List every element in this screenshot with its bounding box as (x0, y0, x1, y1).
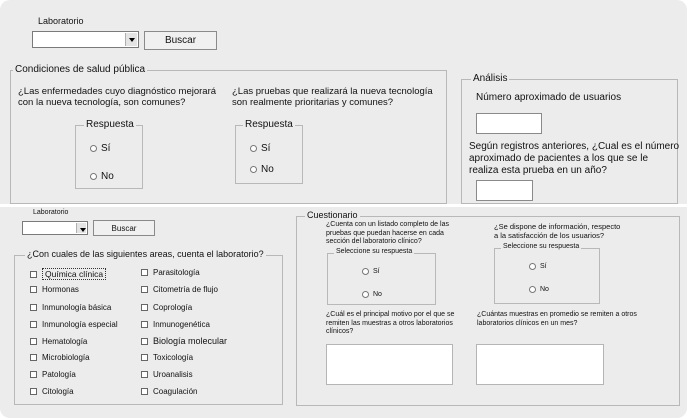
checkbox-icon[interactable] (141, 269, 148, 276)
monthly-samples-input[interactable] (476, 344, 604, 385)
checkbox-icon[interactable] (141, 354, 148, 361)
radio-yes-2[interactable]: Sí (250, 143, 270, 154)
question-monthly-samples: ¿Cuántas muestras en promedio se remiten a otros laboratorios clínicos en un mes? (477, 311, 637, 327)
checkbox-icon[interactable] (141, 321, 148, 328)
area-checkbox[interactable]: Microbiología (30, 353, 90, 362)
checkbox-icon[interactable] (30, 271, 37, 278)
radio-no-1[interactable]: No (90, 171, 114, 182)
radio-yes-1[interactable]: Sí (90, 143, 110, 154)
area-checkbox[interactable]: Biología molecular (141, 336, 227, 346)
area-checkbox[interactable]: Inmunología básica (30, 303, 111, 312)
area-checkbox[interactable]: Inmunología especial (30, 320, 118, 329)
area-checkbox[interactable]: Uroanalisis (141, 370, 193, 379)
checkbox-icon[interactable] (141, 338, 148, 345)
area-checkbox[interactable]: Patología (30, 370, 76, 379)
select-legend-2: Seleccione su respuesta (503, 243, 580, 250)
area-checkbox[interactable]: Coagulación (141, 387, 197, 396)
area-checkbox[interactable]: Química clínica (30, 268, 106, 280)
radio-no-4[interactable]: No (529, 286, 549, 293)
area-checkbox[interactable]: Citología (30, 387, 74, 396)
patients-input[interactable] (476, 180, 533, 201)
public-health-title: Condiciones de salud pública (15, 64, 146, 75)
radio-icon[interactable] (362, 268, 369, 275)
checkbox-icon[interactable] (141, 388, 148, 395)
search-button-2[interactable]: Buscar (93, 220, 155, 236)
patients-label: Según registros anteriores, ¿Cual es el número aproximado de pacientes a los que se le realiza esta prueba en un año? (469, 141, 680, 176)
section-divider (0, 204, 687, 207)
checkbox-icon[interactable] (141, 371, 148, 378)
radio-icon[interactable] (529, 263, 536, 270)
lab-label: Laboratorio (38, 16, 84, 26)
analysis-title: Análisis (473, 73, 508, 84)
checkbox-icon[interactable] (141, 286, 148, 293)
select-group-2 (494, 248, 600, 304)
area-checkbox[interactable]: Citometría de flujo (141, 285, 218, 294)
area-checkbox[interactable]: Parasitología (141, 268, 200, 277)
radio-icon[interactable] (90, 173, 97, 180)
response-group-2 (235, 125, 303, 184)
checkbox-icon[interactable] (30, 338, 37, 345)
radio-no-2[interactable]: No (250, 164, 274, 175)
radio-no-3[interactable]: No (362, 291, 382, 298)
radio-icon[interactable] (362, 291, 369, 298)
area-checkbox[interactable]: Inmunogenética (141, 320, 210, 329)
area-checkbox[interactable]: Toxicología (141, 353, 193, 362)
checkbox-icon[interactable] (30, 304, 37, 311)
radio-icon[interactable] (250, 166, 257, 173)
checkbox-icon[interactable] (30, 388, 37, 395)
questionnaire-title: Cuestionario (307, 210, 358, 220)
area-checkbox[interactable]: Coprología (141, 303, 192, 312)
select-legend-1: Seleccione su respuesta (336, 248, 413, 255)
users-input[interactable] (476, 113, 542, 134)
lab-dropdown[interactable] (32, 31, 139, 48)
lab-dropdown-2[interactable] (22, 221, 88, 235)
chevron-down-icon[interactable] (76, 223, 86, 233)
question-referral-reason: ¿Cuál es el principal motivo por el que se remiten las muestras a otros laboratorios clínicos? (326, 311, 455, 335)
checkbox-icon[interactable] (30, 354, 37, 361)
areas-title: ¿Con cuales de las siguientes areas, cuenta el laboratorio? (27, 249, 264, 259)
question-common-diseases: ¿Las enfermedades cuyo diagnóstico mejorará con la nueva tecnología, son comunes? (18, 86, 217, 108)
users-label: Número aproximado de usuarios (476, 92, 622, 103)
checkbox-icon[interactable] (30, 286, 37, 293)
radio-icon[interactable] (90, 145, 97, 152)
checkbox-icon[interactable] (30, 321, 37, 328)
area-checkbox[interactable]: Hematología (30, 337, 87, 346)
question-test-list: ¿Cuenta con un listado completo de las pruebas que puedan hacerse en cada sección del laboratorio clínico? (326, 221, 449, 245)
response-legend-2: Respuesta (245, 119, 293, 130)
question-user-satisfaction: ¿Se dispone de información, respecto a la satisfacción de los usuarios? (494, 222, 621, 240)
area-checkbox[interactable]: Hormonas (30, 285, 79, 294)
search-button[interactable]: Buscar (144, 31, 217, 50)
radio-yes-3[interactable]: Sí (362, 268, 380, 275)
response-legend-1: Respuesta (86, 119, 134, 130)
chevron-down-icon[interactable] (125, 33, 137, 46)
checkbox-icon[interactable] (30, 371, 37, 378)
lab-label-2: Laboratorio (33, 209, 69, 216)
radio-icon[interactable] (250, 145, 257, 152)
checkbox-icon[interactable] (141, 304, 148, 311)
radio-yes-4[interactable]: Sí (529, 263, 547, 270)
question-priority-tests: ¿Las pruebas que realizará la nueva tecnología son realmente prioritarias y comunes? (232, 86, 433, 108)
referral-reason-input[interactable] (326, 344, 453, 385)
radio-icon[interactable] (529, 286, 536, 293)
